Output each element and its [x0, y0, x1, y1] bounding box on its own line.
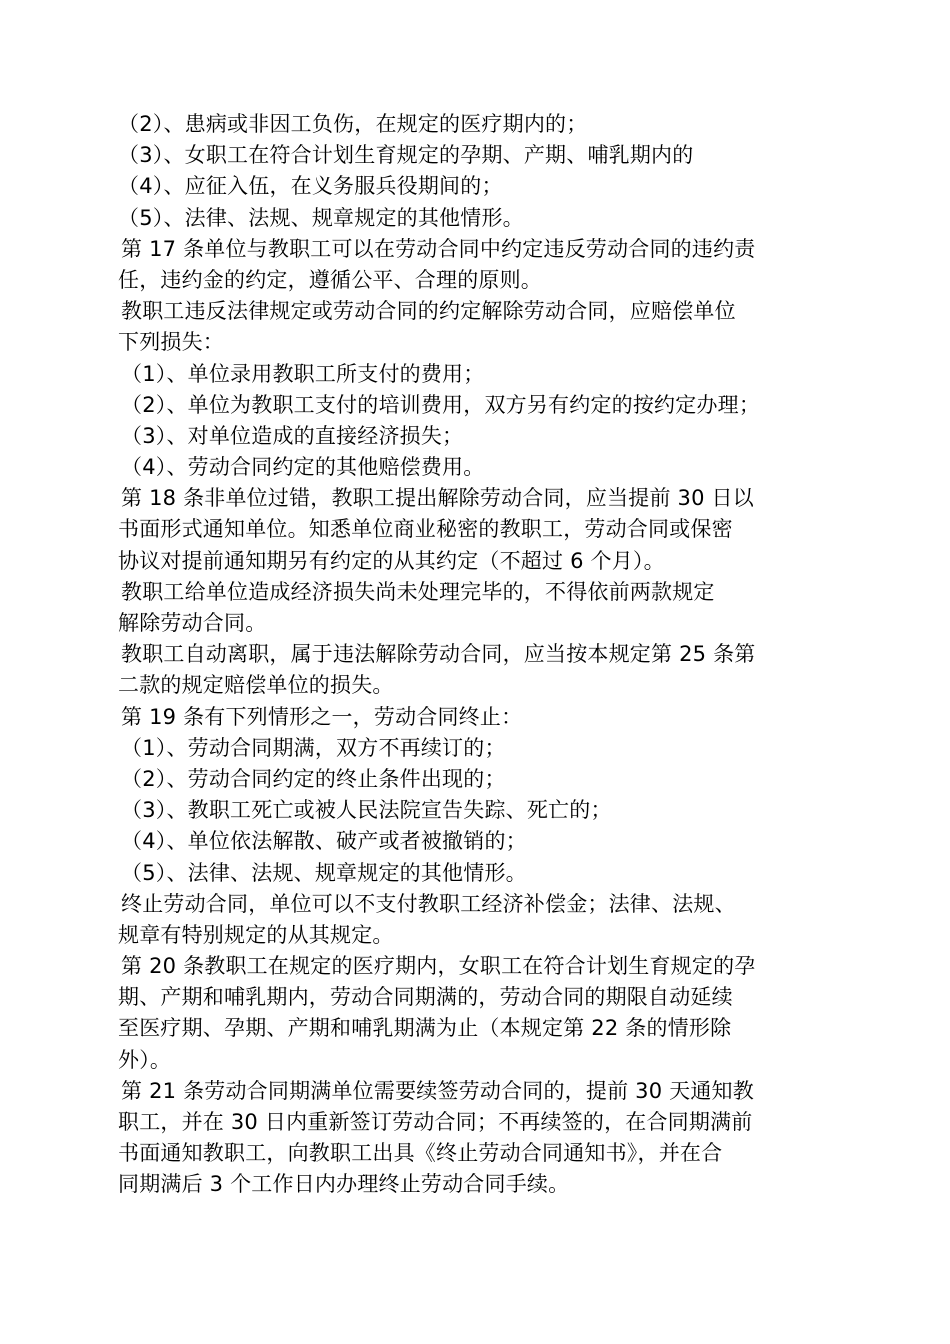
list-item: （4）、应征入伍，在义务服兵役期间的；: [118, 174, 503, 199]
article-17-line: 第 17 条单位与教职工可以在劳动合同中约定违反劳动合同的违约责: [121, 236, 756, 261]
paragraph-line: 外）。: [118, 1047, 172, 1072]
paragraph-line: 同期满后 3 个工作日内办理终止劳动合同手续。: [118, 1172, 570, 1197]
paragraph-line: 期、产期和哺乳期内，劳动合同期满的，劳动合同的期限自动延续: [118, 985, 733, 1010]
list-item: （2）、劳动合同约定的终止条件出现的；: [121, 766, 506, 791]
paragraph-line: 教职工违反法律规定或劳动合同的约定解除劳动合同，应赔偿单位: [121, 299, 736, 324]
list-item: （4）、单位依法解散、破产或者被撤销的；: [121, 829, 527, 854]
paragraph-line: 至医疗期、孕期、产期和哺乳期满为止（本规定第 22 条的情形除: [118, 1016, 732, 1041]
list-item: （3）、教职工死亡或被人民法院宣告失踪、死亡的；: [121, 798, 612, 823]
list-item: （1）、劳动合同期满，双方不再续订的；: [121, 735, 506, 760]
paragraph-line: 职工，并在 30 日内重新签订劳动合同；不再续签的，在合同期满前: [118, 1110, 753, 1134]
paragraph-line: 任，违约金的约定，遵循公平、合理的原则。: [118, 267, 542, 292]
article-19-line: 第 19 条有下列情形之一，劳动合同终止：: [121, 704, 523, 729]
paragraph-line: 规章有特别规定的从其规定。: [118, 922, 394, 947]
list-item: （1）、单位录用教职工所支付的费用；: [121, 361, 485, 386]
paragraph-line: 书面通知教职工，向教职工出具《终止劳动合同通知书》，并在合: [118, 1141, 723, 1166]
paragraph-line: 下列损失：: [118, 330, 224, 355]
article-18-line: 第 18 条非单位过错，教职工提出解除劳动合同，应当提前 30 日以: [121, 486, 754, 511]
list-item: （5）、法律、法规、规章规定的其他情形。: [121, 860, 527, 885]
list-item: （2）、单位为教职工支付的培训费用，双方另有约定的按约定办理；: [121, 392, 761, 417]
list-item: （3）、女职工在符合计划生育规定的孕期、产期、哺乳期内的: [118, 143, 694, 168]
list-item: （5）、法律、法规、规章规定的其他情形。: [118, 205, 524, 230]
article-20-line: 第 20 条教职工在规定的医疗期内，女职工在符合计划生育规定的孕: [121, 954, 756, 979]
paragraph-line: 教职工给单位造成经济损失尚未处理完毕的，不得依前两款规定: [121, 579, 715, 604]
paragraph-line: 解除劳动合同。: [118, 611, 267, 635]
document-body: [118, 109, 848, 1201]
paragraph-line: 终止劳动合同，单位可以不支付教职工经济补偿金；法律、法规、: [121, 891, 736, 916]
paragraph-line: 协议对提前通知期另有约定的从其约定（不超过 6 个月）。: [118, 548, 665, 573]
paragraph-line: 书面形式通知单位。知悉单位商业秘密的教职工，劳动合同或保密: [118, 517, 733, 542]
list-item: （4）、劳动合同约定的其他赔偿费用。: [121, 455, 485, 480]
paragraph-line: 教职工自动离职，属于违法解除劳动合同，应当按本规定第 25 条第: [121, 642, 756, 667]
paragraph-line: 二款的规定赔偿单位的损失。: [118, 673, 394, 698]
article-21-line: 第 21 条劳动合同期满单位需要续签劳动合同的，提前 30 天通知教: [121, 1078, 754, 1103]
list-item: （2）、患病或非因工负伤，在规定的医疗期内的；: [118, 112, 588, 136]
list-item: （3）、对单位造成的直接经济损失；: [121, 423, 464, 448]
